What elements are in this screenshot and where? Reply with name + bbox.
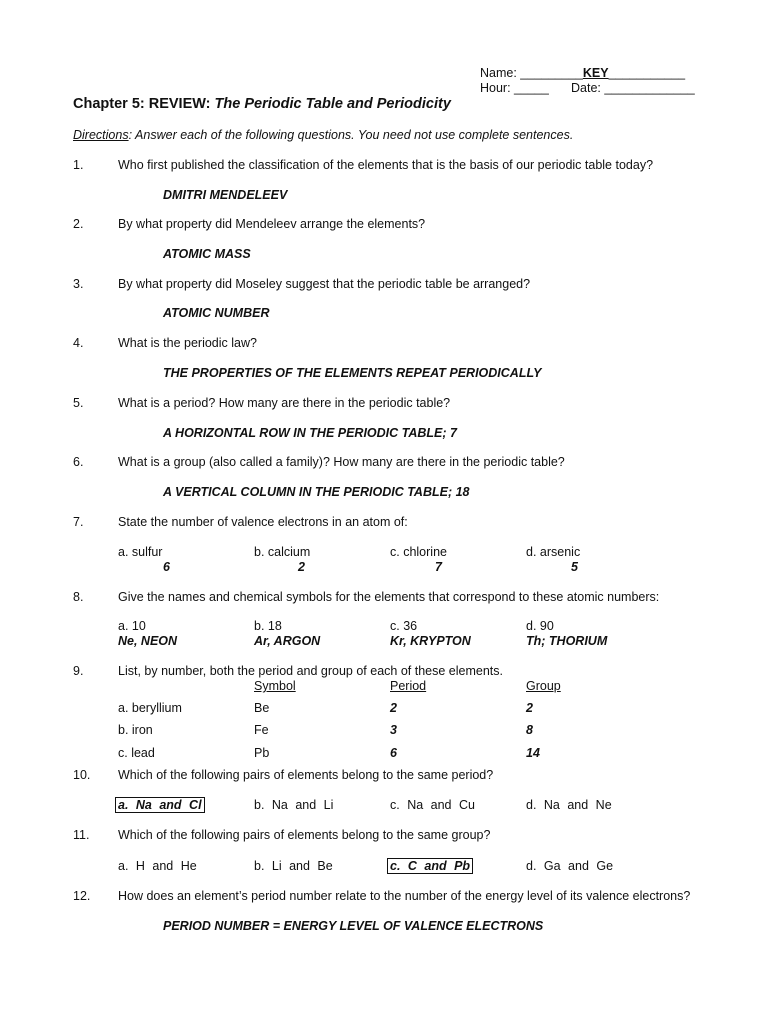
q9-element: c. lead — [118, 746, 155, 760]
q3-number: 3. — [73, 277, 84, 291]
q5-answer: A HORIZONTAL ROW IN THE PERIODIC TABLE; 7 — [163, 426, 457, 440]
q2-number: 2. — [73, 217, 84, 231]
q7-text: State the number of valence electrons in an atom of: — [118, 515, 408, 529]
q11-text: Which of the following pairs of elements belong to the same group? — [118, 828, 491, 842]
q9-symbol: Pb — [254, 746, 270, 760]
q9-element: a. beryllium — [118, 701, 182, 715]
q10-option: d. Na and Ne — [526, 798, 612, 812]
date-line: Date: _____________ — [571, 81, 695, 95]
q4-number: 4. — [73, 336, 84, 350]
q9-symbol: Be — [254, 701, 270, 715]
hour-line: Hour: _____ — [480, 81, 549, 95]
q12-answer: PERIOD NUMBER = ENERGY LEVEL OF VALENCE ELECTRONS — [163, 919, 544, 933]
q9-symbol: Fe — [254, 723, 269, 737]
q11-option-selected: c. C and Pb — [387, 858, 473, 874]
name-value: KEY — [582, 66, 609, 80]
q10-option-selected: a. Na and Cl — [115, 797, 205, 813]
q8-number: 8. — [73, 590, 84, 604]
q9-group: 8 — [526, 723, 533, 737]
q9-number: 9. — [73, 664, 84, 678]
q7-number: 7. — [73, 515, 84, 529]
directions-text: : Answer each of the following questions. You need not use complete sentences. — [128, 128, 574, 142]
q7-item-answer: 5 — [571, 560, 578, 574]
q8-item-answer: Th; THORIUM — [526, 634, 608, 648]
q9-element: b. iron — [118, 723, 153, 737]
q1-text: Who first published the classification of the elements that is the basis of our periodic table today? — [118, 158, 654, 172]
q6-text: What is a group (also called a family)? How many are there in the periodic table? — [118, 455, 565, 469]
q2-text: By what property did Mendeleev arrange the elements? — [118, 217, 426, 231]
q3-answer: ATOMIC NUMBER — [163, 306, 270, 320]
q6-answer: A VERTICAL COLUMN IN THE PERIODIC TABLE; 18 — [163, 485, 470, 499]
q11-number: 11. — [73, 828, 90, 842]
q8-item-label: d. 90 — [526, 619, 554, 633]
q8-item-label: c. 36 — [390, 619, 418, 633]
q9-header-period: Period — [390, 679, 427, 693]
q5-number: 5. — [73, 396, 84, 410]
q10-option: b. Na and Li — [254, 798, 334, 812]
chapter-label: Chapter 5: REVIEW: — [73, 96, 211, 112]
q4-answer: THE PROPERTIES OF THE ELEMENTS REPEAT PERIODICALLY — [163, 366, 542, 380]
q9-period: 3 — [390, 723, 397, 737]
q3-text: By what property did Moseley suggest that the periodic table be arranged? — [118, 277, 531, 291]
q10-text: Which of the following pairs of elements belong to the same period? — [118, 768, 494, 782]
q9-group: 14 — [526, 746, 540, 760]
chapter-subtitle: The Periodic Table and Periodicity — [214, 96, 451, 112]
q9-group: 2 — [526, 701, 533, 715]
q4-text: What is the periodic law? — [118, 336, 257, 350]
q7-item-label: b. calcium — [254, 545, 311, 559]
q10-option: c. Na and Cu — [390, 798, 475, 812]
q12-number: 12. — [73, 889, 91, 903]
q8-item-answer: Ar, ARGON — [254, 634, 321, 648]
directions — [73, 128, 573, 142]
q7-item-answer: 2 — [298, 560, 305, 574]
q8-item-answer: Kr, KRYPTON — [390, 634, 471, 648]
q7-item-label: c. chlorine — [390, 545, 447, 559]
q2-answer: ATOMIC MASS — [163, 247, 251, 261]
page-title — [73, 96, 451, 112]
q8-item-answer: Ne, NEON — [118, 634, 178, 648]
q11-option: b. Li and Be — [254, 859, 333, 873]
q12-text: How does an element’s period number relate to the number of the energy level of its valence electrons? — [118, 889, 691, 903]
name-line — [480, 66, 685, 80]
q9-text: List, by number, both the period and group of each of these elements. — [118, 664, 503, 678]
q5-text: What is a period? How many are there in the periodic table? — [118, 396, 451, 410]
q6-number: 6. — [73, 455, 84, 469]
q9-header-symbol: Symbol — [254, 679, 296, 693]
name-suffix: ___________ — [608, 66, 686, 80]
q8-item-label: b. 18 — [254, 619, 282, 633]
directions-label: Directions — [73, 128, 129, 142]
q8-item-label: a. 10 — [118, 619, 146, 633]
q11-option: a. H and He — [118, 859, 197, 873]
q7-item-answer: 6 — [163, 560, 170, 574]
q7-item-answer: 7 — [435, 560, 442, 574]
name-label: Name: _________ — [480, 66, 583, 80]
q1-number: 1. — [73, 158, 84, 172]
q7-item-label: a. sulfur — [118, 545, 163, 559]
q11-option: d. Ga and Ge — [526, 859, 614, 873]
q1-answer: DMITRI MENDELEEV — [163, 188, 288, 202]
q10-number: 10. — [73, 768, 91, 782]
q9-header-group: Group — [526, 679, 561, 693]
q9-period: 6 — [390, 746, 397, 760]
q9-period: 2 — [390, 701, 397, 715]
q7-item-label: d. arsenic — [526, 545, 581, 559]
q8-text: Give the names and chemical symbols for the elements that correspond to these atomic numbers: — [118, 590, 660, 604]
